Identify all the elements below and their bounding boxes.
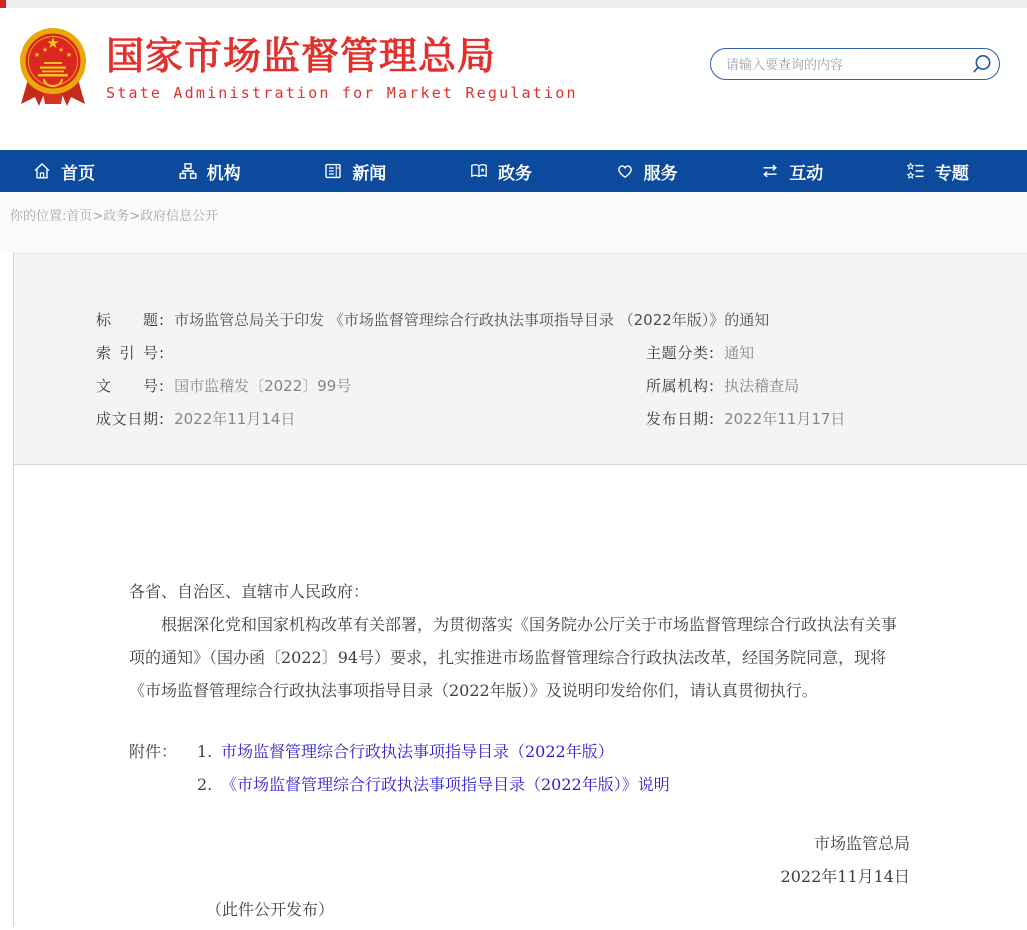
search-box: [710, 48, 1000, 80]
meta-row-title: [14, 304, 1027, 337]
site-header: [0, 8, 1027, 150]
meta-label: 发布日期: [646, 410, 708, 428]
interact-arrows-icon: [760, 161, 780, 181]
emblem-icon: [18, 26, 88, 114]
meta-colon: :: [159, 377, 165, 395]
meta-colon: :: [159, 311, 165, 329]
document-meta-panel: [14, 253, 1027, 465]
nav-item-topics[interactable]: [906, 159, 969, 184]
meta-value: 执法稽查局: [724, 377, 800, 395]
meta-label: 文号: [96, 377, 158, 395]
nav-item-news[interactable]: [323, 159, 386, 184]
news-icon: [323, 161, 343, 181]
gov-icon: [469, 161, 489, 181]
nav-item-interact[interactable]: [760, 159, 823, 184]
attachment-link-1[interactable]: 市场监督管理综合行政执法事项指导目录（2022年版）: [221, 742, 614, 761]
attachment-link-2[interactable]: 《市场监督管理综合行政执法事项指导目录（2022年版）》说明: [221, 775, 670, 794]
signer-name: 市场监管总局: [813, 834, 910, 853]
meta-value: 通知: [724, 344, 755, 362]
search-input[interactable]: [711, 57, 965, 72]
meta-colon: :: [159, 410, 165, 428]
attachment-row: [129, 735, 910, 768]
national-emblem-logo[interactable]: [18, 26, 88, 114]
nav-label: 专题: [934, 163, 969, 184]
attachments-label-spacer: [129, 768, 197, 801]
nav-item-home[interactable]: [32, 159, 95, 184]
meta-cell-doc-no: [96, 370, 646, 403]
nav-item-service[interactable]: [615, 159, 678, 184]
nav-label: 服务: [643, 163, 678, 184]
breadcrumb[interactable]: 你的位置:首页>政务>政府信息公开: [10, 209, 219, 224]
meta-value-title: 市场监管总局关于印发 《市场监督管理综合行政执法事项指导目录 （2022年版）》的通知: [174, 311, 770, 329]
meta-value: 2022年11月17日: [724, 410, 846, 428]
meta-value: 2022年11月14日: [174, 410, 296, 428]
org-icon: [178, 161, 198, 181]
home-icon: [32, 161, 52, 181]
svg-text:★: ★: [46, 34, 60, 52]
search-button[interactable]: [965, 49, 999, 79]
salutation: 各省、自治区、直辖市人民政府：: [129, 582, 370, 601]
search-icon: [971, 53, 993, 75]
nav-item-gov[interactable]: [469, 159, 532, 184]
service-heart-icon: [615, 161, 635, 181]
main-container: [13, 253, 1027, 926]
site-title-cn: 国家市场监督管理总局: [106, 34, 497, 78]
meta-label: 所属机构: [646, 377, 708, 395]
main-nav: [0, 150, 1027, 192]
nav-label: 机构: [206, 163, 241, 184]
meta-cell-agency: [646, 370, 1027, 403]
nav-item-org[interactable]: [178, 159, 241, 184]
attachment-number: 1.: [197, 742, 213, 761]
nav-label: 新闻: [352, 163, 387, 184]
document-body: [14, 465, 1027, 926]
svg-text:★: ★: [57, 46, 65, 54]
meta-colon: :: [709, 377, 715, 395]
meta-colon: :: [709, 344, 715, 362]
topics-icon: [906, 161, 926, 181]
attachments-label: 附件：: [129, 742, 178, 761]
brand-block: [106, 34, 578, 102]
document-paragraph: 根据深化党和国家机构改革有关部署，为贯彻落实《国务院办公厅关于市场监督管理综合行政执法有关事项的通知》（国办函〔2022〕94号）要求，扎实推进市场监督管理综合行政执法改革，经国务院同意，现将《市场监督管理综合行政执法事项指导目录（2022年版）》及说明印发给你们，请认真贯彻执行。: [129, 615, 898, 700]
nav-label: 首页: [61, 163, 95, 184]
meta-row: [14, 370, 1027, 403]
breadcrumb-band: [0, 192, 1027, 253]
svg-text:★: ★: [33, 51, 41, 59]
meta-value: 国市监稽发〔2022〕99号: [174, 377, 352, 395]
meta-colon: :: [159, 344, 165, 362]
sign-date: 2022年11月14日: [780, 867, 910, 886]
top-strip: [0, 0, 1027, 8]
svg-text:★: ★: [65, 51, 73, 59]
meta-row: [14, 337, 1027, 370]
attachment-number: 2.: [197, 775, 213, 794]
meta-colon: :: [709, 410, 715, 428]
meta-row: [14, 403, 1027, 436]
public-release-note: （此件公开发布）: [206, 900, 335, 919]
site-title-en: State Administration for Market Regulation: [106, 84, 578, 102]
meta-label: 索引号: [96, 344, 158, 362]
signature-block: [129, 827, 910, 893]
nav-label: 政务: [497, 163, 532, 184]
meta-label: 主题分类: [646, 344, 708, 362]
meta-label-title: 标题: [96, 311, 158, 329]
top-left-red-fragment: [0, 0, 6, 8]
attachments-block: [129, 735, 910, 801]
meta-cell-topic-class: [646, 337, 1027, 370]
meta-cell-written-date: [96, 403, 646, 436]
attachment-row: [129, 768, 910, 801]
meta-cell-index-no: [96, 337, 646, 370]
svg-text:★: ★: [41, 46, 49, 54]
meta-label: 成文日期: [96, 410, 158, 428]
nav-label: 互动: [789, 163, 824, 184]
meta-cell-publish-date: [646, 403, 1027, 436]
